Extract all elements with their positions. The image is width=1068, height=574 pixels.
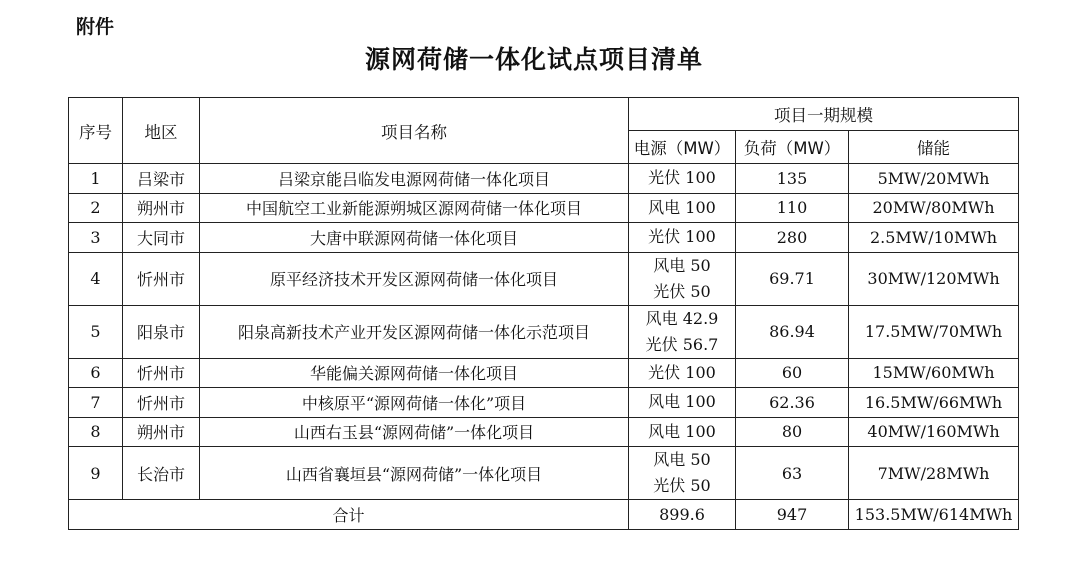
cell-load: 135 (736, 164, 849, 194)
table-row (69, 417, 1019, 447)
table-row (69, 305, 1019, 358)
cell-region: 吕梁市 (123, 164, 200, 194)
cell-load: 63 (736, 447, 849, 500)
power-line: 光伏 100 (648, 362, 716, 382)
cell-storage: 30MW/120MWh (849, 252, 1019, 305)
cell-load: 80 (736, 417, 849, 447)
header-power: 电源（MW） (629, 131, 736, 164)
cell-project-name: 阳泉高新技术产业开发区源网荷储一体化示范项目 (200, 305, 629, 358)
header-storage: 储能 (849, 131, 1019, 164)
cell-storage: 7MW/28MWh (849, 447, 1019, 500)
cell-seq: 2 (69, 193, 123, 223)
table-row (69, 164, 1019, 194)
header-row-1 (69, 98, 1019, 131)
table-row (69, 223, 1019, 253)
cell-power (629, 164, 736, 194)
cell-project-name: 华能偏关源网荷储一体化项目 (200, 358, 629, 388)
cell-load: 62.36 (736, 388, 849, 418)
cell-region: 大同市 (123, 223, 200, 253)
header-seq: 序号 (69, 98, 123, 164)
cell-region: 忻州市 (123, 358, 200, 388)
cell-project-name: 山西右玉县“源网荷储”一体化项目 (200, 417, 629, 447)
attachment-label: 附件 (76, 16, 115, 38)
table-row (69, 193, 1019, 223)
cell-project-name: 吕梁京能吕临发电源网荷储一体化项目 (200, 164, 629, 194)
power-line: 风电 100 (648, 421, 716, 441)
cell-storage: 16.5MW/66MWh (849, 388, 1019, 418)
document-title: 源网荷储一体化试点项目清单 (364, 45, 703, 74)
table-row (69, 252, 1019, 305)
header-scale-group: 项目一期规模 (629, 98, 1019, 131)
cell-seq: 7 (69, 388, 123, 418)
table-row (69, 447, 1019, 500)
power-line: 风电 100 (648, 392, 716, 412)
cell-load: 69.71 (736, 252, 849, 305)
project-table (68, 97, 1019, 530)
cell-power (629, 417, 736, 447)
cell-seq: 4 (69, 252, 123, 305)
cell-power (629, 252, 736, 305)
cell-load: 280 (736, 223, 849, 253)
cell-storage: 2.5MW/10MWh (849, 223, 1019, 253)
power-line: 风电 42.9 (645, 308, 719, 328)
cell-power (629, 223, 736, 253)
cell-region: 朔州市 (123, 193, 200, 223)
cell-region: 忻州市 (123, 388, 200, 418)
cell-seq: 9 (69, 447, 123, 500)
power-line: 风电 50 (653, 450, 711, 469)
cell-storage: 20MW/80MWh (849, 193, 1019, 223)
total-row (69, 500, 1019, 530)
cell-seq: 3 (69, 223, 123, 253)
cell-storage: 5MW/20MWh (849, 164, 1019, 194)
header-region: 地区 (123, 98, 200, 164)
cell-storage: 15MW/60MWh (849, 358, 1019, 388)
cell-region: 忻州市 (123, 252, 200, 305)
power-line: 风电 50 (653, 255, 711, 275)
cell-seq: 5 (69, 305, 123, 358)
total-storage: 153.5MW/614MWh (849, 500, 1019, 530)
cell-load: 86.94 (736, 305, 849, 358)
cell-power (629, 388, 736, 418)
power-line: 光伏 100 (648, 227, 716, 247)
cell-project-name: 山西省襄垣县“源网荷储”一体化项目 (200, 447, 629, 500)
table-body (69, 164, 1019, 500)
cell-power (629, 193, 736, 223)
header-load: 负荷（MW） (736, 131, 849, 164)
power-line: 光伏 100 (648, 168, 716, 188)
power-line: 风电 100 (648, 197, 716, 217)
cell-project-name: 大唐中联源网荷储一体化项目 (200, 223, 629, 253)
table-row (69, 358, 1019, 388)
cell-power (629, 305, 736, 358)
total-power: 899.6 (629, 500, 736, 530)
cell-project-name: 中核原平“源网荷储一体化”项目 (200, 388, 629, 418)
cell-storage: 17.5MW/70MWh (849, 305, 1019, 358)
cell-region: 长治市 (123, 447, 200, 500)
table-row (69, 388, 1019, 418)
power-line: 光伏 50 (653, 281, 711, 301)
header-project-name: 项目名称 (200, 98, 629, 164)
cell-seq: 8 (69, 417, 123, 447)
cell-project-name: 中国航空工业新能源朔城区源网荷储一体化项目 (200, 193, 629, 223)
power-line: 光伏 50 (653, 476, 711, 495)
total-label: 合计 (69, 500, 629, 530)
cell-seq: 6 (69, 358, 123, 388)
cell-seq: 1 (69, 164, 123, 194)
cell-power (629, 358, 736, 388)
cell-project-name: 原平经济技术开发区源网荷储一体化项目 (200, 252, 629, 305)
cell-region: 朔州市 (123, 417, 200, 447)
cell-storage: 40MW/160MWh (849, 417, 1019, 447)
cell-power (629, 447, 736, 500)
cell-load: 60 (736, 358, 849, 388)
total-load: 947 (736, 500, 849, 530)
cell-region: 阳泉市 (123, 305, 200, 358)
power-line: 光伏 56.7 (645, 334, 719, 354)
cell-load: 110 (736, 193, 849, 223)
